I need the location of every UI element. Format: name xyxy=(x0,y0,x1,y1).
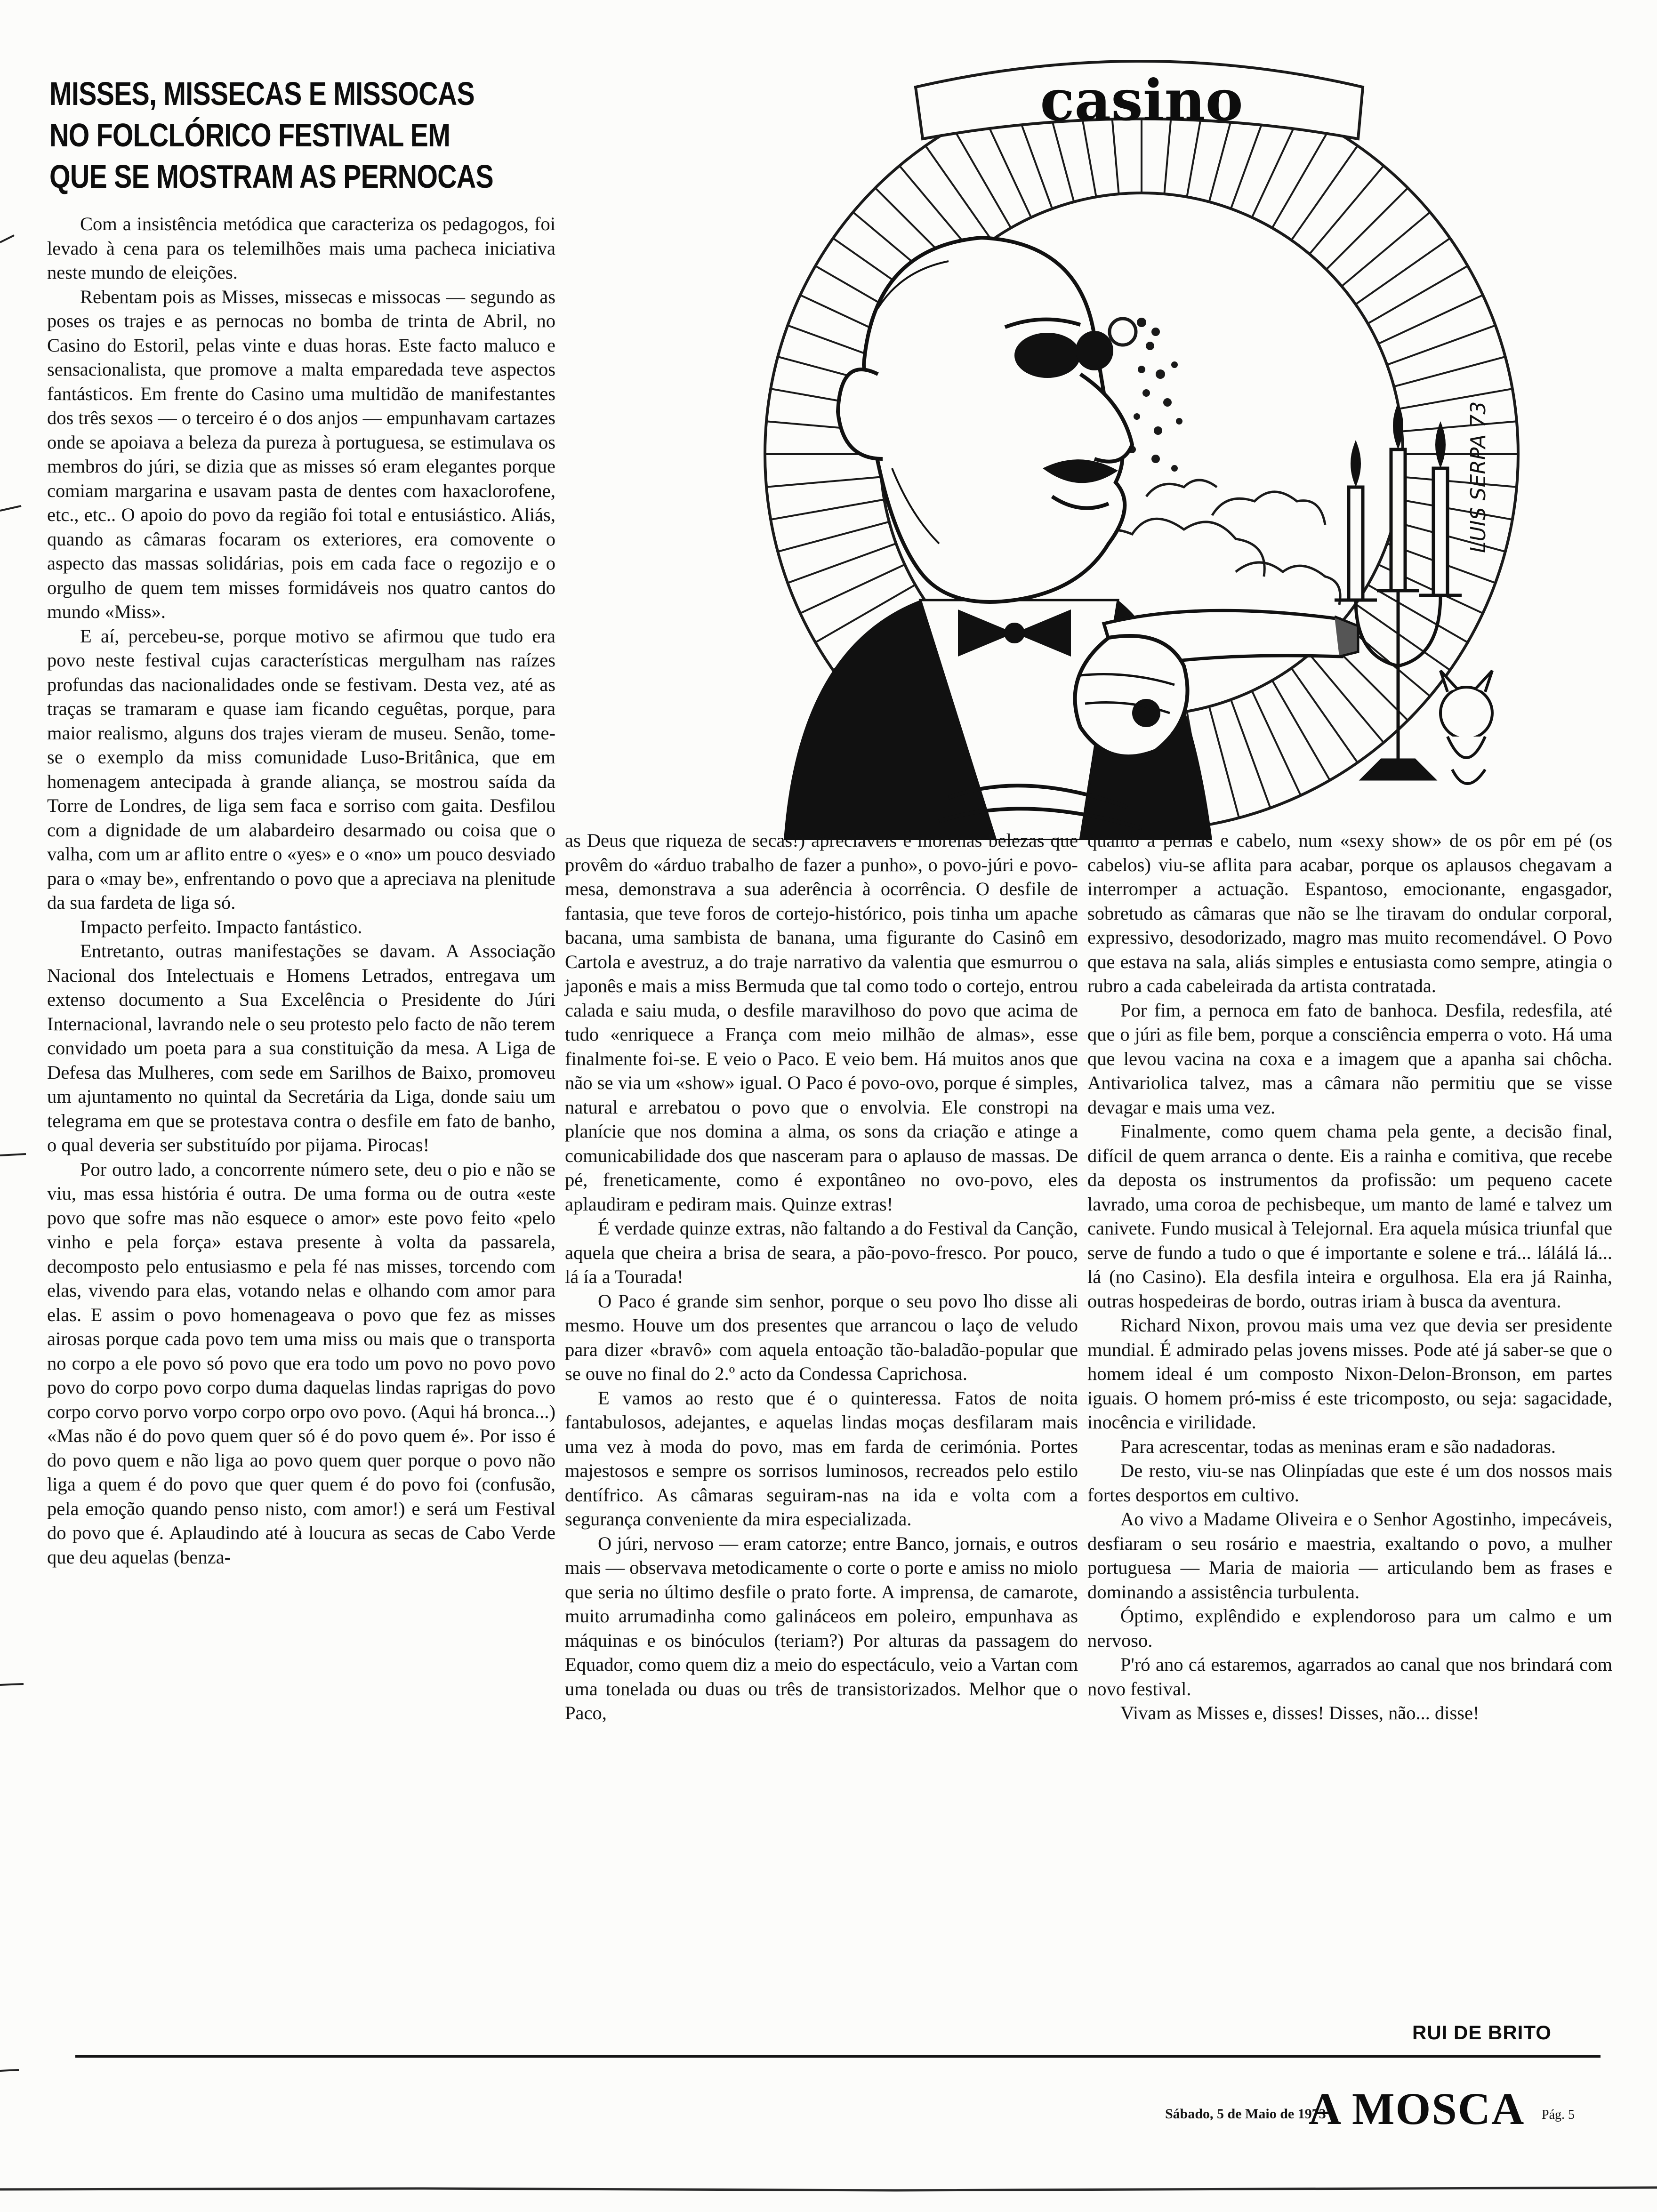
paragraph: É verdade quinze extras, não faltando a do Festival da Canção, aquela que cheira a brisa de seara, a pão-povo-fresco. Por pouco, lá ía a Tourada! xyxy=(565,1218,1078,1287)
ring xyxy=(1132,699,1160,727)
paragraph: Entretanto, outras manifestações se davam. A Associação Nacional dos Intelectuais e Homens Letrados, entregava um extenso documento a Sua Excelência o Presidente do Júri Internacional, lavrando nele o seu protesto pelo facto de não terem convidado um poeta para a sua constituição da mesa. A Liga de Defesa das Mulheres, com sede em Sarilhos de Baixo, promoveu um ajuntamento no quintal da Secretária da Liga, donde saiu um telegrama em que se protestava contra o desfile em fato de banho, o qual deveria ser substituído por pijama. Piroсas! xyxy=(47,940,555,1155)
devil-figure xyxy=(1440,671,1492,784)
sun-ray xyxy=(1402,421,1517,431)
article-headline xyxy=(49,73,497,197)
man-hand xyxy=(1075,636,1188,756)
sun-ray xyxy=(778,522,889,552)
sun-ray xyxy=(1402,477,1517,487)
sun-ray xyxy=(1209,706,1239,818)
sun-ray xyxy=(925,146,992,240)
sun-ray xyxy=(1342,212,1430,286)
headline-line-1: MISSES, MISSECAS E MISSOCAS xyxy=(49,75,475,112)
sun-ray xyxy=(953,128,1011,228)
paragraph: as Deus que riqueza de secas!) apreciáveis e morenas belezas que provêm do «árduo trabalho de fazer a punho», o povo-júri e povo-mesa, demonstrava a sua aderência à ocorrência. O desfile de fantasia, que teve foros de cortejo-histórico, pois tinha um apache bacana, uma sambista de banana, uma figurante do Casinô em Cartola e avestruz, a do traje narrativo da valentia que esmurrou o japonês e mais a miss Bermuda que tal como todo o cortejo, entrou calada e saiu muda, o desfile maravilhoso do povo que acima de tudo «enriquece a França com meio milhão de almas», esse finalmente foi-se. E veio o Paco. E veio bem. Há muitos anos que não se via um «show» igual. O Paco é povo-ovo, porque é simples, natural e arrebatou o povo que o envolvia. Ele constropi na planície que nos domina a alma, os sons da criação e atinge a comunicabilidade dos que nasceram para o aplauso de massas. De pé, freneticamente, como é expontâneo no ovo-povo, eles aplaudiram e pediram mais. Quinze extras! xyxy=(565,830,1078,1215)
sun-ray xyxy=(766,477,881,487)
man-ear xyxy=(838,369,883,459)
paragraph: E aí, percebeu-se, porque motivo se afirmou que tudo era povo neste festival cujas características mergulham nas raízes profundas das nacionalidades onde se festivam. Desta vez, até as traças se tramaram e quase iam ficando ceguêtas, porque, para maior realismo, alguns dos trajes vieram de museu. Senão, tome-se o exemplo da miss comunidade Luso-Britânica, que em homenagem antecipada à grande aliança, se mostrou saída da Torre de Londres, de liga sem faca e sorriso com gaita. Desfilou com a dignidade de um alabardeiro desarmado ou coisa que o valha, com um ar aflito entre o «yes» e o «no» um pouco desviado para o «may be», enfrentando o povo que a apreciava na plenitude da sua fardeta de liga só. xyxy=(47,625,555,913)
artist-signature: LUIS SERPA 73 xyxy=(1466,401,1490,553)
bottom-scan-edge xyxy=(0,2179,1657,2198)
paragraph: De resto, viu-se nas Olinpíadas que este é um dos nossos mais fortes desportos em cultivo. xyxy=(1087,1460,1612,1506)
paragraph: Finalmente, como quem chama pela gente, a decisão final, difícil de quem arranca o dente. Eis a rainha e comitiva, que recebe da deposta os instrumentos da profissão: um pequeno cacete lavrado, uma coroa de pechisbeque, um manto de lamé e talvez um canivete. Fundo musical à Telejornal. Era aquela música triunfal que serve de fundo a tudo o que é importante e solene e trá... lálálá lá... lá (no Casino). Ela desfila inteira e orgulhosa. Ela era já Rainha, outras hospedeiras de bordo, outras iriam à busca da aventura. xyxy=(1087,1121,1612,1312)
margin-marks xyxy=(0,0,28,2212)
casino-title: casino xyxy=(1040,67,1243,134)
paragraph: Óptimo, explêndido e explendoroso para um calmo e um nervoso. xyxy=(1087,1605,1612,1651)
paragraph: Com a insistência metódica que caracteriza os pedagogos, foi levado à cena para os telemilhões mais uma pacheca iniciativa neste mundo de eleições. xyxy=(47,213,555,283)
article-byline: RUI DE BRITO xyxy=(1412,2021,1552,2044)
publication-masthead: A MOSCA xyxy=(1309,2084,1525,2134)
paragraph: P'ró ano cá estaremos, agarrados ao canal que nos brindará com novo festival. xyxy=(1087,1654,1612,1699)
sun-ray xyxy=(1310,166,1384,254)
footer-rule xyxy=(75,2055,1601,2058)
article-column-3 xyxy=(1087,828,1612,1725)
sun-ray xyxy=(1291,146,1358,240)
headline-line-2: NO FOLCLÓRICO FESTIVAL EM xyxy=(49,117,450,153)
paragraph: O júri, nervoso — eram catorze; entre Banco, jornais, e outros mais — observava metodicamente o corte o porte e amiss no miolo que seria no último desfile o prato forte. A imprensa, de camarote, muito arrumadinha como galináceos em poleiro, empunhava as máquinas e os binóculos (teriam?) Por alturas da passagem do Equador, como quem diz a meio do espectáculo, veio a Vartan com uma tonelada ou duas ou três de transistorizados. Melhor que o Paco, xyxy=(565,1532,1078,1723)
article-column-1 xyxy=(47,212,555,1569)
man-eye-right xyxy=(1076,331,1113,370)
paragraph: Impacto perfeito. Impacto fantástico. xyxy=(80,916,362,938)
paragraph: Por fim, a pernoca em fato de banhoca. Desfila, redesfila, até que o júri as file bem, porque a consciência emperra o voto. Há uma que levou vacina na coxa e a imagem que a apanha sai chôcha. Antivariolica talvez, mas a câmara não permitiu que se visse devagar e mais uma vez. xyxy=(1087,999,1612,1118)
sun-ray xyxy=(771,499,884,520)
sun-ray xyxy=(1394,357,1505,386)
article-column-2 xyxy=(565,828,1078,1725)
man-eye-left xyxy=(1014,333,1080,378)
paragraph: Rebentam pois as Misses, missecas e missocas — segundo as poses os trajes e as pernocas no bomba de trinta de Abril, no Casino do Estoril, pelas vinte e duas horas. Este facto maluco e sensacionalista, que promove a malta emparedada teve aspectos fantásticos. Em frente do Casino uma multidão de manifestantes dos três sexos — o terceiro é o dos anjos — empunhavam cartazes onde se apoiava a beleza da pureza à portuguesa, se estimulava os membros do júri, se dizia que as misses só eram elegantes porque comiam margarina e usavam pasta de dentes com haxaclorofene, etc., etc.. O apoio do povo da região foi total e entusiástico. Aliás, quando as câmaras focaram os exteriores, era comovente o aspecto das massas solidárias, pois em cada face o regozijo e o orgulho de quem tem misses formidáveis nos quatro cantos do mundo «Miss». xyxy=(47,286,555,622)
issue-date: Sábado, 5 de Maio de 1973 xyxy=(1165,2106,1326,2122)
sun-ray xyxy=(1399,389,1512,409)
sun-ray xyxy=(1326,188,1408,269)
paragraph: Richard Nixon, provou mais uma vez que devia ser presidente mundial. É admirado pelas jovens misses. Pode até já saber-se que o homem ideal é um composto Nixon-Delon-Bronson, em partes iguais. O homem pró-miss é este tricomposto, ou seja: sagacidade, inocência e virilidade. xyxy=(1087,1314,1612,1433)
sun-ray xyxy=(1310,654,1384,743)
sun-ray xyxy=(1368,585,1468,643)
sun-ray xyxy=(1272,681,1330,780)
casino-illustration xyxy=(657,45,1596,840)
paragraph: quanto a pernas e cabelo, num «sexy show» de os pôr em pé (os cabelos) viu-se aflita para acabar, porque os aplausos chegavam a interromper a actuação. Espantoso, emocionante, engasgador, sobretudo as câmaras que não se lhe tiravam do ondular corporal, expressivo, desodorizado, magro mas muito recomendável. O Povo que estava na sala, aliás simples e entusiasta como sempre, atingia o rubro a cada cabeleirada da artista contratada. xyxy=(1087,830,1612,996)
paragraph: Ao vivo a Madame Oliveira e o Senhor Agostinho, impecáveis, desfiaram o seu rosário e maestria, exaltando o povo, a mulher portuguesa — Maria de maioria — articulando bem as frases e dominando a assistência turbulenta. xyxy=(1087,1508,1612,1603)
headline-line-3: QUE SE MOSTRAM AS PERNOCAS xyxy=(49,158,493,195)
page-number: Pág. 5 xyxy=(1542,2108,1575,2122)
sun-ray xyxy=(1291,668,1358,763)
sun-ray xyxy=(1356,238,1450,305)
sun-ray xyxy=(1356,604,1450,670)
sun-ray xyxy=(1399,499,1512,520)
paragraph: Vivam as Misses e, disses! Disses, não... disse! xyxy=(1120,1702,1480,1723)
paragraph: Para acrescentar, todas as meninas eram e são nadadoras. xyxy=(1120,1435,1556,1457)
paragraph: E vamos ao resto que é o quinteressa. Fatos de noita fantabulosos, adejantes, e aquelas lindas moças desfilaram mais uma vez à moda do povo, mas em farda de cerimónia. Portes majestosos e sempre os sorrisos luminosos, recreados pelo estilo dentífrico. As câmaras seguiram-nas na ida e volta com a segurança conveniente da mira especializada. xyxy=(565,1387,1078,1530)
paragraph: Por outro lado, a concorrente número sete, deu o pio e não se viu, mas essa história é outra. De uma forma ou de outra «este povo que sofre mas não esquece o amor» este povo feito «pelo vinho e pela força» estava presente à volta da passarela, decomposto pelo entusiasmo e pela fé nas misses, torcendo com elas, vivendo para elas, votando nelas e olhando com amor para elas. E assim o povo homenageava o povo que fez as misses airosas porque cada povo tem uma miss ou mais que o transporta no corpo a ele povo só povo que era todo um povo no povo povo povo do corpo povo corpo duma daquelas lindas raprigas do povo corpo corvo porvo vorpo corpo orpo ovo povo. (Aqui há bronca...) «Mas não é do povo quem quer só é do povo quem é». Por isso é do povo quem e não liga ao povo quem quer porque o povo não liga a quem é do povo que quer quem é do povo foi (confusão, pela emoção quando penso nisto, com amor!) e será um Festival do povo que é. Aplaudindo até à loucura as secas de Cabo Verde que deu aquelas (benza- xyxy=(47,1158,555,1568)
sun-ray xyxy=(1368,266,1468,324)
paragraph: O Paco é grande sim senhor, porque o seu povo lho disse ali mesmo. Houve um dos presentes que arrancou o laço de veludo para dizer «bravô» com aquela entoação tão-baladão-popular que se ouve no final do 2.º acto da Condessa Caprichosa. xyxy=(565,1290,1078,1384)
sun-ray xyxy=(1272,128,1330,228)
